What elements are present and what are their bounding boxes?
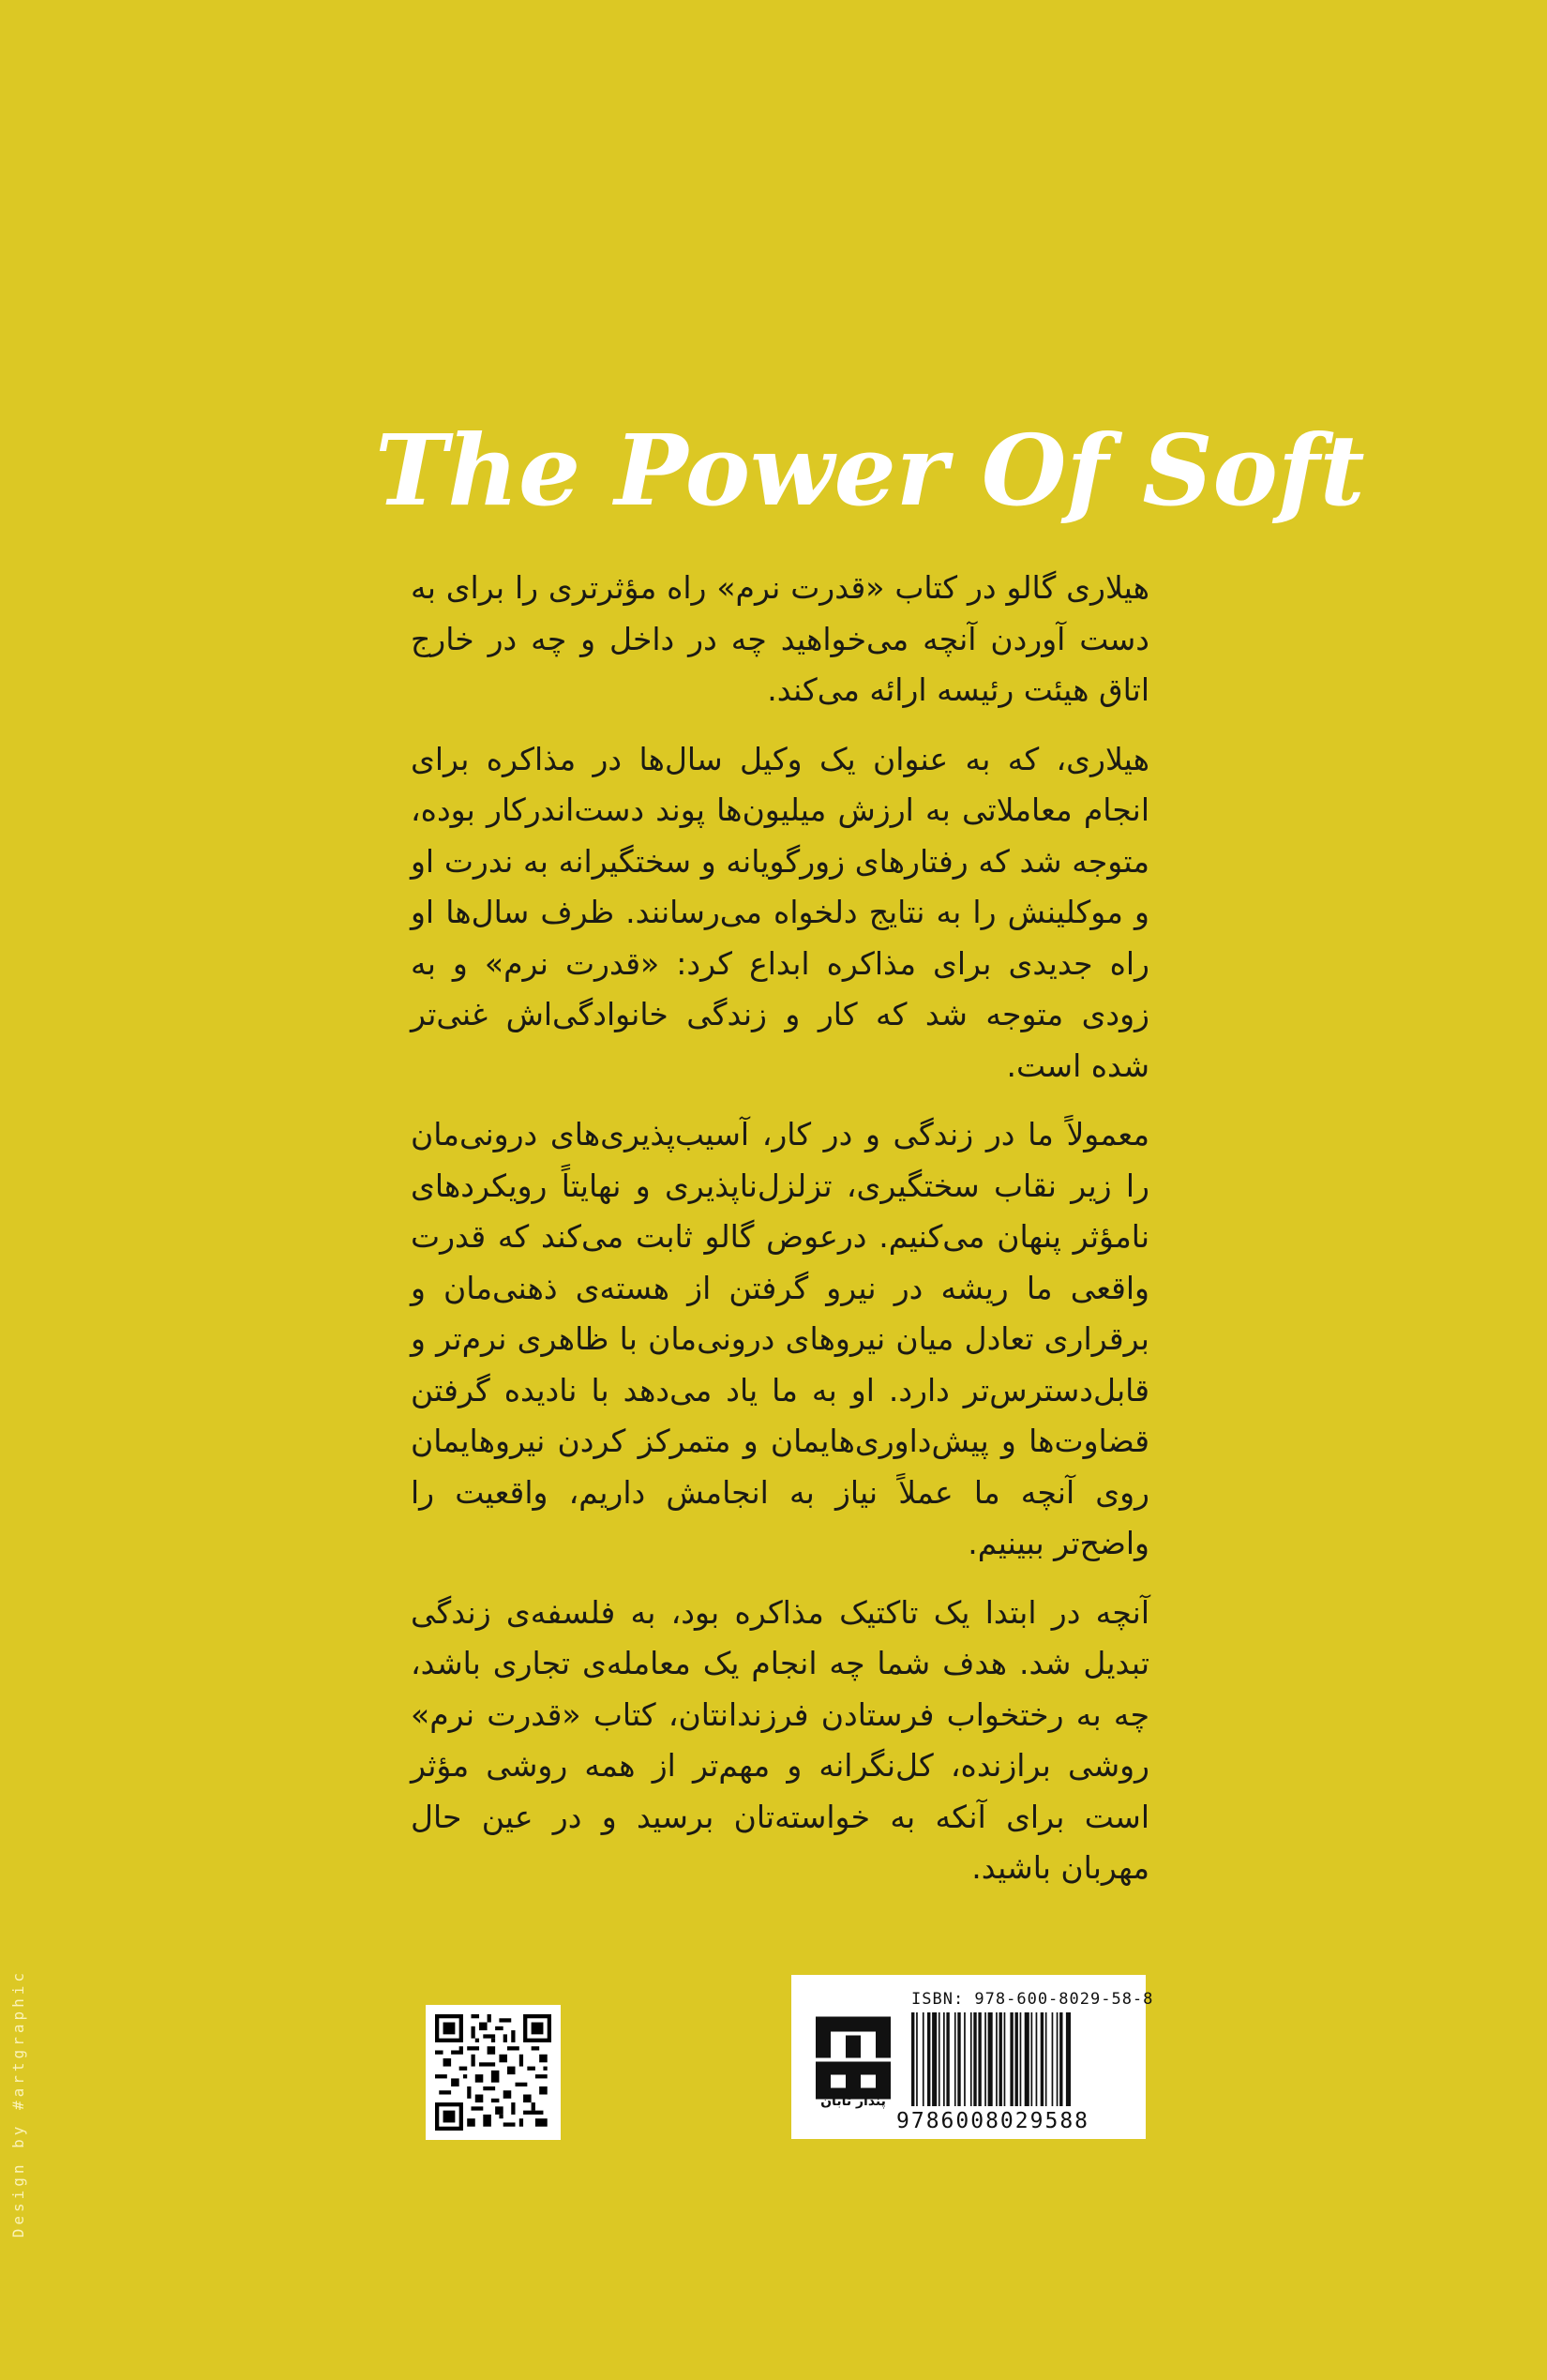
design-credit: Design by #artgraphic xyxy=(9,1969,27,2238)
blurb-paragraph-1: هیلاری گالو در کتاب «قدرت نرم» راه مؤثرتری را برای به دست آوردن آنچه می‌خواهید چه در داخل و چه در خارج اتاق هیئت رئیسه ارائه می‌کند. xyxy=(411,569,1149,708)
qr-code-icon xyxy=(435,2014,551,2131)
isbn-panel xyxy=(791,1975,1154,2139)
blurb-paragraph-3: معمولاً ما در زندگی و در کار، آسیب‌پذیری‌های درونی‌مان را زیر نقاب سختگیری، تزلزل‌ناپذیری و نهایتاً رویکردهای نامؤثر پنهان می‌کنیم. درعوض گالو ثابت می‌کند که قدرت واقعی ما ریشه در نیرو گرفتن از هسته‌ی ذهنی‌مان و برقراری تعادل میان نیروهای درونی‌مان با ظاهری نرم‌تر و قابل‌دسترس‌تر دارد. او به ما یاد می‌دهد با نادیده گرفتن قضاوت‌ها و پیش‌داوری‌هایمان و متمرکز کردن نیروهایمان روی آنچه ما عملاً نیاز به انجامش داریم، واقعیت را واضح‌تر ببینیم. xyxy=(411,1116,1149,1561)
publisher-name: پندار تابان xyxy=(820,2094,886,2109)
qr-code[interactable] xyxy=(426,2005,561,2140)
blurb-paragraph-2: هیلاری، که به عنوان یک وکیل سال‌ها در مذاکره برای انجام معاملاتی به ارزش میلیون‌ها پوند دست‌اندرکار بوده، متوجه شد که رفتارهای زورگویانه و سختگیرانه به ندرت او و موکلینش را به نتایج دلخواه می‌رسانند. ظرف سال‌ها او راه جدیدی برای مذاکره ابداع کرد: «قدرت نرم» و به زودی متوجه شد که کار و زندگی خانوادگی‌اش غنی‌تر شده است. xyxy=(411,740,1149,1084)
barcode-icon xyxy=(911,2012,1134,2106)
book-title: The Power Of Soft xyxy=(375,413,1365,528)
book-blurb xyxy=(411,563,1149,1912)
barcode-number: 9786008029588 xyxy=(896,2109,1090,2133)
isbn-label: ISBN: 978-600-8029-58-8 xyxy=(911,1990,1154,2009)
blurb-paragraph-4: آنچه در ابتدا یک تاکتیک مذاکره بود، به فلسفه‌ی زندگی تبدیل شد. هدف شما چه انجام یک معامله‌ی تجاری باشد، چه به رختخواب فرستادن فرزندانتان، کتاب «قدرت نرم» روشی برازنده، کل‌نگرانه و مهم‌تر از همه روشی مؤثر است برای آنکه به خواسته‌تان برسید و در عین حال مهربان باشید. xyxy=(411,1593,1149,1886)
